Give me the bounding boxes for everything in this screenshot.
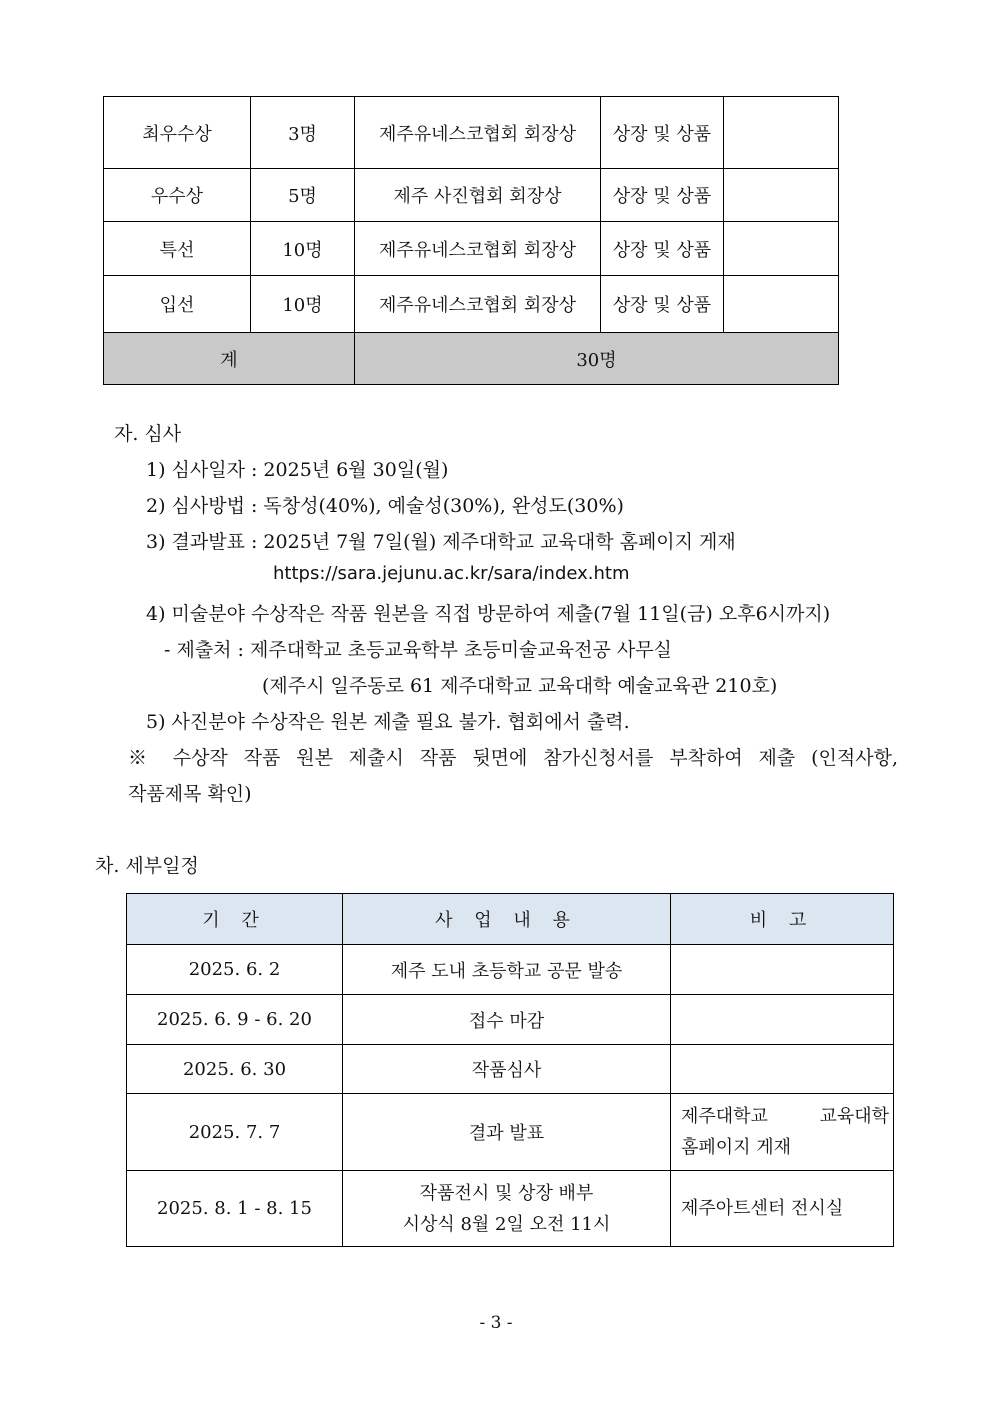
award-prize: 상장 및 상품 [601, 169, 724, 222]
header-period: 기 간 [127, 894, 343, 945]
schedule-content: 결과 발표 [343, 1094, 671, 1171]
schedule-note [671, 995, 894, 1045]
total-value: 30명 [355, 333, 839, 385]
schedule-period: 2025. 8. 1 - 8. 15 [127, 1171, 343, 1247]
award-note [724, 276, 839, 333]
schedule-content: 제주 도내 초등학교 공문 발송 [343, 945, 671, 995]
award-count: 3명 [251, 97, 355, 169]
table-row [104, 97, 839, 169]
judging-item: (제주시 일주동로 61 제주대학교 교육대학 예술교육관 210호) [262, 675, 778, 697]
schedule-table [126, 893, 894, 1247]
schedule-period: 2025. 7. 7 [127, 1094, 343, 1171]
schedule-period: 2025. 6. 2 [127, 945, 343, 995]
table-row [127, 945, 894, 995]
table-row [104, 169, 839, 222]
schedule-note-line: 제주대학교 교육대학 [681, 1106, 889, 1127]
table-row [127, 1045, 894, 1094]
table-row [104, 276, 839, 333]
result-url: https://sara.jejunu.ac.kr/sara/index.htm [273, 563, 630, 584]
award-note [724, 169, 839, 222]
header-content: 사 업 내 용 [343, 894, 671, 945]
award-name: 최우수상 [104, 97, 251, 169]
award-note [724, 97, 839, 169]
award-table [103, 96, 839, 385]
header-note: 비 고 [671, 894, 894, 945]
award-prize: 상장 및 상품 [601, 222, 724, 276]
section-heading-schedule: 차. 세부일정 [95, 855, 199, 877]
judging-item: 4) 미술분야 수상작은 작품 원본을 직접 방문하여 제출(7월 11일(금) 오후6시까지) [146, 603, 831, 625]
award-count: 5명 [251, 169, 355, 222]
table-row [127, 1094, 894, 1171]
award-presenter: 제주유네스코협회 회장상 [355, 276, 601, 333]
award-presenter: 제주 사진협회 회장상 [355, 169, 601, 222]
schedule-note [671, 1045, 894, 1094]
schedule-period: 2025. 6. 9 - 6. 20 [127, 995, 343, 1045]
award-name: 특선 [104, 222, 251, 276]
judging-item: - 제출처 : 제주대학교 초등교육학부 초등미술교육전공 사무실 [164, 639, 672, 661]
award-name: 우수상 [104, 169, 251, 222]
award-prize: 상장 및 상품 [601, 97, 724, 169]
schedule-note [671, 945, 894, 995]
total-label: 계 [104, 333, 355, 385]
award-count: 10명 [251, 276, 355, 333]
award-count: 10명 [251, 222, 355, 276]
notice-line: ※ 수상작 작품 원본 제출시 작품 뒷면에 참가신청서를 부착하여 제출 (인적사항, [128, 747, 898, 769]
notice-line: 작품제목 확인) [128, 783, 252, 805]
schedule-note-line: 홈페이지 게재 [681, 1137, 792, 1158]
award-prize: 상장 및 상품 [601, 276, 724, 333]
schedule-note [671, 1094, 894, 1171]
schedule-period: 2025. 6. 30 [127, 1045, 343, 1094]
schedule-content: 접수 마감 [343, 995, 671, 1045]
judging-item: 5) 사진분야 수상작은 원본 제출 필요 불가. 협회에서 출력. [146, 711, 630, 733]
table-header-row [127, 894, 894, 945]
schedule-content-line: 작품전시 및 상장 배부 [419, 1182, 594, 1204]
award-presenter: 제주유네스코협회 회장상 [355, 222, 601, 276]
section-heading-judging: 자. 심사 [114, 423, 182, 445]
schedule-content: 작품심사 [343, 1045, 671, 1094]
award-note [724, 222, 839, 276]
award-name: 입선 [104, 276, 251, 333]
table-row [127, 1171, 894, 1247]
page-number: - 3 - [479, 1313, 513, 1333]
table-row [104, 222, 839, 276]
total-row [104, 333, 839, 385]
award-presenter: 제주유네스코협회 회장상 [355, 97, 601, 169]
judging-item: 3) 결과발표 : 2025년 7월 7일(월) 제주대학교 교육대학 홈페이지 게재 [146, 531, 736, 553]
judging-item: 2) 심사방법 : 독창성(40%), 예술성(30%), 완성도(30%) [146, 495, 624, 517]
schedule-note: 제주아트센터 전시실 [671, 1171, 894, 1247]
schedule-content [343, 1171, 671, 1247]
table-row [127, 995, 894, 1045]
schedule-content-line: 시상식 8월 2일 오전 11시 [402, 1213, 611, 1235]
judging-item: 1) 심사일자 : 2025년 6월 30일(월) [146, 459, 449, 481]
